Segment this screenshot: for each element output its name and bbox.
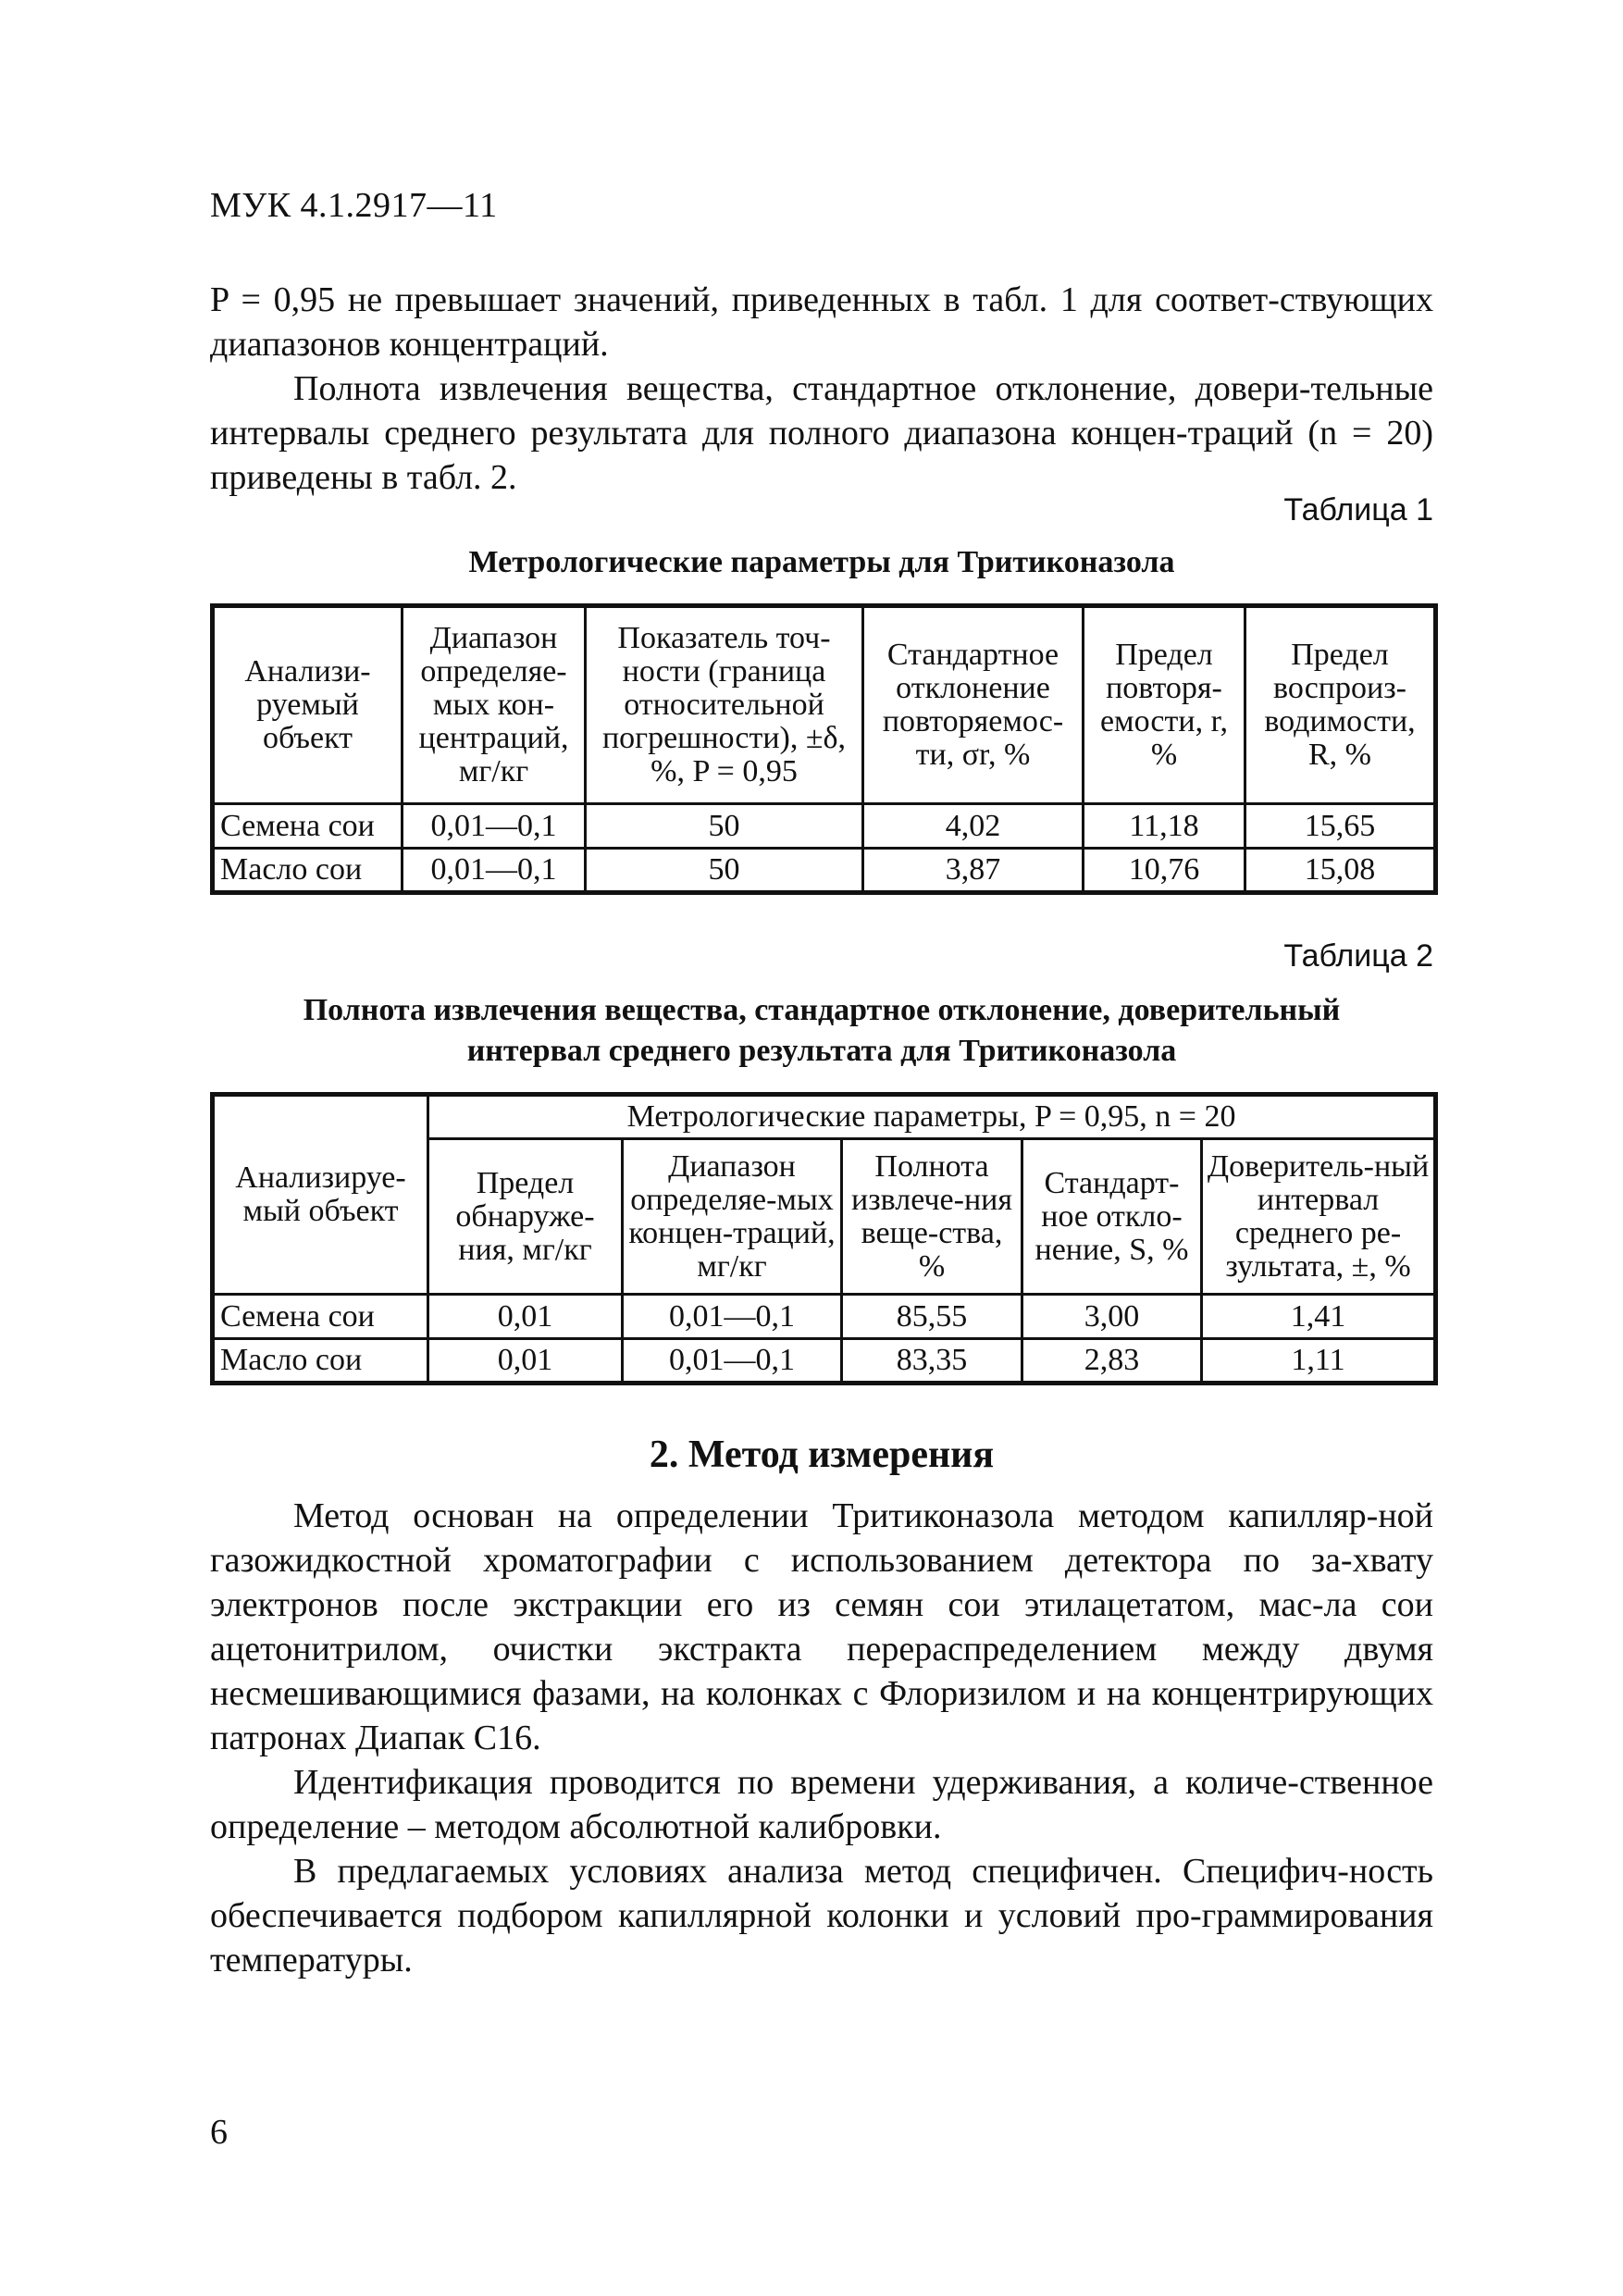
- table1-cell: Семена сои: [213, 804, 403, 849]
- table2-cell: 0,01: [428, 1295, 623, 1339]
- table1-cell: 50: [586, 849, 863, 893]
- table-row: [213, 1339, 1436, 1384]
- section2-paragraph-1: Метод основан на определении Тритиконазола методом капилляр-ной газожидкостной хроматографии с использованием детектора по за-хвату электронов после экстракции его из семян сои этилацетатом, мас-ла сои ацетонитрилом, очистки экстракта перераспределением между двумя несмешивающимися фазами, на колонках с Флоризилом и на концентрирующих патронах Диапак С16.: [210, 1496, 1433, 1757]
- table1-cell: 15,08: [1245, 849, 1436, 893]
- table2-header-object: Анализируе-мый объект: [213, 1095, 428, 1295]
- table1-cell: 10,76: [1084, 849, 1245, 893]
- table1-header-accuracy: Показатель точ-ности (граница относительной погрешности), ±δ, %, P = 0,95: [586, 606, 863, 804]
- table1-header-row: [213, 606, 1436, 804]
- table2-group-header: Метрологические параметры, P = 0,95, n = 20: [428, 1095, 1436, 1139]
- table2-cell: Масло сои: [213, 1339, 428, 1384]
- section2-body: [210, 1494, 1433, 1982]
- table2-header-recovery: Полнота извлече-ния веще-ства, %: [842, 1139, 1022, 1295]
- table2-group-header-row: [213, 1095, 1436, 1139]
- table1-cell: Масло сои: [213, 849, 403, 893]
- table2-header-range: Диапазон определяе-мых концен-траций, мг/кг: [623, 1139, 842, 1295]
- table-row: [213, 1295, 1436, 1339]
- table1: [210, 603, 1438, 895]
- table1-cell: 11,18: [1084, 804, 1245, 849]
- page-number: 6: [210, 2113, 228, 2152]
- table1-cell: 3,87: [863, 849, 1084, 893]
- table1-title: Метрологические параметры для Тритиконазола: [468, 545, 1175, 579]
- table2-title-line-1: Полнота извлечения вещества, стандартное отклонение, доверительный: [303, 993, 1341, 1027]
- table1-header-repeatability: Предел повторя-емости, r, %: [1084, 606, 1245, 804]
- table-row: [213, 804, 1436, 849]
- table1-cell: 0,01—0,1: [403, 804, 586, 849]
- section2-paragraph-3: В предлагаемых условиях анализа метод специфичен. Специфич-ность обеспечивается подбором капиллярной колонки и условий про-граммирования температуры.: [210, 1852, 1433, 1980]
- table-row: [213, 849, 1436, 893]
- table1-cell: 0,01—0,1: [403, 849, 586, 893]
- intro-paragraph-2: Полнота извлечения вещества, стандартное отклонение, довери-тельные интервалы среднего результата для полного диапазона концен-траций (n = 20) приведены в табл. 2.: [210, 369, 1433, 497]
- table1-cell: 4,02: [863, 804, 1084, 849]
- table2-cell: 0,01—0,1: [623, 1295, 842, 1339]
- section2-paragraph-2: Идентификация проводится по времени удерживания, а количе-ственное определение – методом абсолютной калибровки.: [210, 1763, 1433, 1846]
- table1-header-reproducibility: Предел воспроиз-водимости, R, %: [1245, 606, 1436, 804]
- table1-header-object: Анализи-руемый объект: [213, 606, 403, 804]
- table2: [210, 1092, 1438, 1385]
- table2-header-confidence: Доверитель-ный интервал среднего ре-зультата, ±, %: [1202, 1139, 1436, 1295]
- table2-title-line-2: интервал среднего результата для Тритиконазола: [466, 1034, 1177, 1068]
- table2-cell: Семена сои: [213, 1295, 428, 1339]
- table2-cell: 2,83: [1022, 1339, 1202, 1384]
- table2-cell: 85,55: [842, 1295, 1022, 1339]
- table1-cell: 50: [586, 804, 863, 849]
- intro-paragraph-1: P = 0,95 не превышает значений, приведенных в табл. 1 для соответ-ствующих диапазонов концентраций.: [210, 280, 1433, 364]
- table2-caption: Таблица 2: [1283, 938, 1433, 974]
- table2-cell: 0,01—0,1: [623, 1339, 842, 1384]
- table2-header-std-dev: Стандарт-ное откло-нение, S, %: [1022, 1139, 1202, 1295]
- section-title: 2. Метод измерения: [649, 1433, 995, 1476]
- table1-header-range: Диапазон определяе-мых кон-центраций, мг/кг: [403, 606, 586, 804]
- document-id: МУК 4.1.2917—11: [210, 186, 498, 225]
- table1-cell: 15,65: [1245, 804, 1436, 849]
- table1-caption: Таблица 1: [1283, 492, 1433, 527]
- table2-cell: 3,00: [1022, 1295, 1202, 1339]
- table2-cell: 83,35: [842, 1339, 1022, 1384]
- table2-cell: 1,11: [1202, 1339, 1436, 1384]
- table2-cell: 1,41: [1202, 1295, 1436, 1339]
- table2-header-detection-limit: Предел обнаруже-ния, мг/кг: [428, 1139, 623, 1295]
- table1-header-std-dev: Стандартное отклонение повторяемос-ти, σr, %: [863, 606, 1084, 804]
- table2-cell: 0,01: [428, 1339, 623, 1384]
